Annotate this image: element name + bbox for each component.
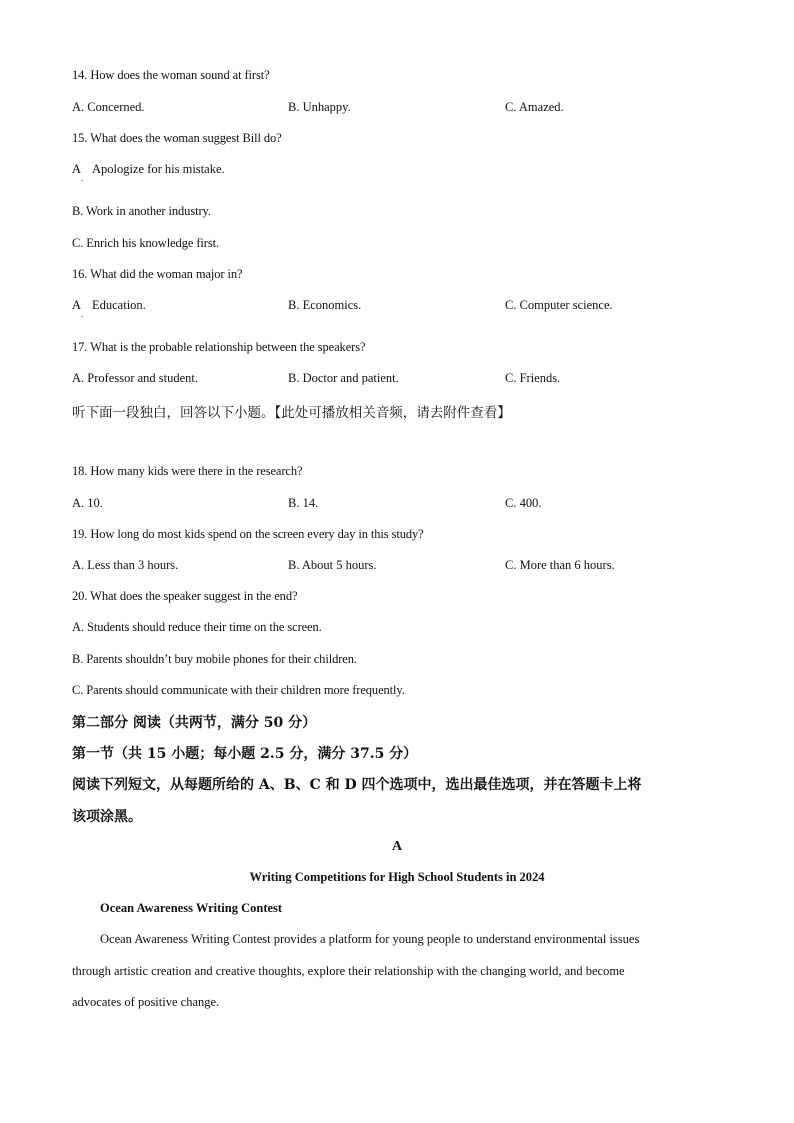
question-18-option-b: B. 14. — [288, 496, 319, 510]
question-16-stem: 16. What did the woman major in? — [72, 267, 243, 281]
question-15-stem: 15. What does the woman suggest Bill do? — [72, 131, 282, 145]
question-20-option-c: C. Parents should communicate with their children more frequently. — [72, 683, 405, 697]
passage-letter: A — [391, 839, 403, 854]
question-16-option-a-letter: A — [72, 298, 82, 312]
question-20-stem: 20. What does the speaker suggest in the end? — [72, 589, 298, 603]
question-15-option-a-dot: . — [81, 173, 84, 183]
passage-line-3: advocates of positive change. — [72, 995, 220, 1009]
question-16-option-c: C. Computer science. — [505, 298, 613, 312]
question-15-option-b: B. Work in another industry. — [72, 204, 211, 218]
question-15-option-a-letter: A — [72, 162, 82, 176]
question-15-option-a: Apologize for his mistake. — [92, 162, 225, 176]
question-18-stem: 18. How many kids were there in the research? — [72, 464, 303, 478]
question-20-option-a: A. Students should reduce their time on the screen. — [72, 620, 322, 634]
question-16-option-a: Education. — [92, 298, 146, 312]
question-19-option-c: C. More than 6 hours. — [505, 558, 615, 572]
question-17-option-c: C. Friends. — [505, 371, 561, 385]
question-18-option-a: A. 10. — [72, 496, 103, 510]
section-one-heading: 第一节（共 15 小题；每小题 2.5 分，满分 37.5 分） — [72, 746, 418, 762]
monologue-instruction: 听下面一段独白，回答以下小题。【此处可播放相关音频，请去附件查看】 — [72, 405, 511, 421]
question-18-option-c: C. 400. — [505, 496, 542, 510]
question-15-option-c: C. Enrich his knowledge first. — [72, 236, 219, 250]
question-17-option-a: A. Professor and student. — [72, 371, 199, 385]
question-14-option-b: B. Unhappy. — [288, 100, 351, 114]
passage-line-1: Ocean Awareness Writing Contest provides a platform for young people to understand environmental issues — [100, 932, 640, 946]
question-20-option-b: B. Parents shouldn’t buy mobile phones for their children. — [72, 652, 357, 666]
question-14-option-c: C. Amazed. — [505, 100, 564, 114]
passage-subheading: Ocean Awareness Writing Contest — [100, 901, 283, 915]
part-two-heading: 第二部分 阅读（共两节，满分 50 分） — [72, 715, 317, 731]
question-19-option-b: B. About 5 hours. — [288, 558, 377, 572]
reading-instruction-line-2: 该项涂黑。 — [72, 809, 142, 825]
question-14-option-a: A. Concerned. — [72, 100, 145, 114]
question-14-stem: 14. How does the woman sound at first? — [72, 68, 270, 82]
question-17-option-b: B. Doctor and patient. — [288, 371, 399, 385]
passage-line-2: through artistic creation and creative thoughts, explore their relationship with the changing world, and become — [72, 964, 625, 978]
question-19-stem: 19. How long do most kids spend on the screen every day in this study? — [72, 527, 424, 541]
question-19-option-a: A. Less than 3 hours. — [72, 558, 179, 572]
question-17-stem: 17. What is the probable relationship between the speakers? — [72, 340, 366, 354]
question-16-option-a-dot: . — [81, 309, 84, 319]
passage-title: Writing Competitions for High School Students in 2024 — [249, 870, 545, 884]
reading-instruction-line-1: 阅读下列短文，从每题所给的 A、B、C 和 D 四个选项中，选出最佳选项，并在答题卡上将 — [72, 777, 642, 793]
question-16-option-b: B. Economics. — [288, 298, 362, 312]
